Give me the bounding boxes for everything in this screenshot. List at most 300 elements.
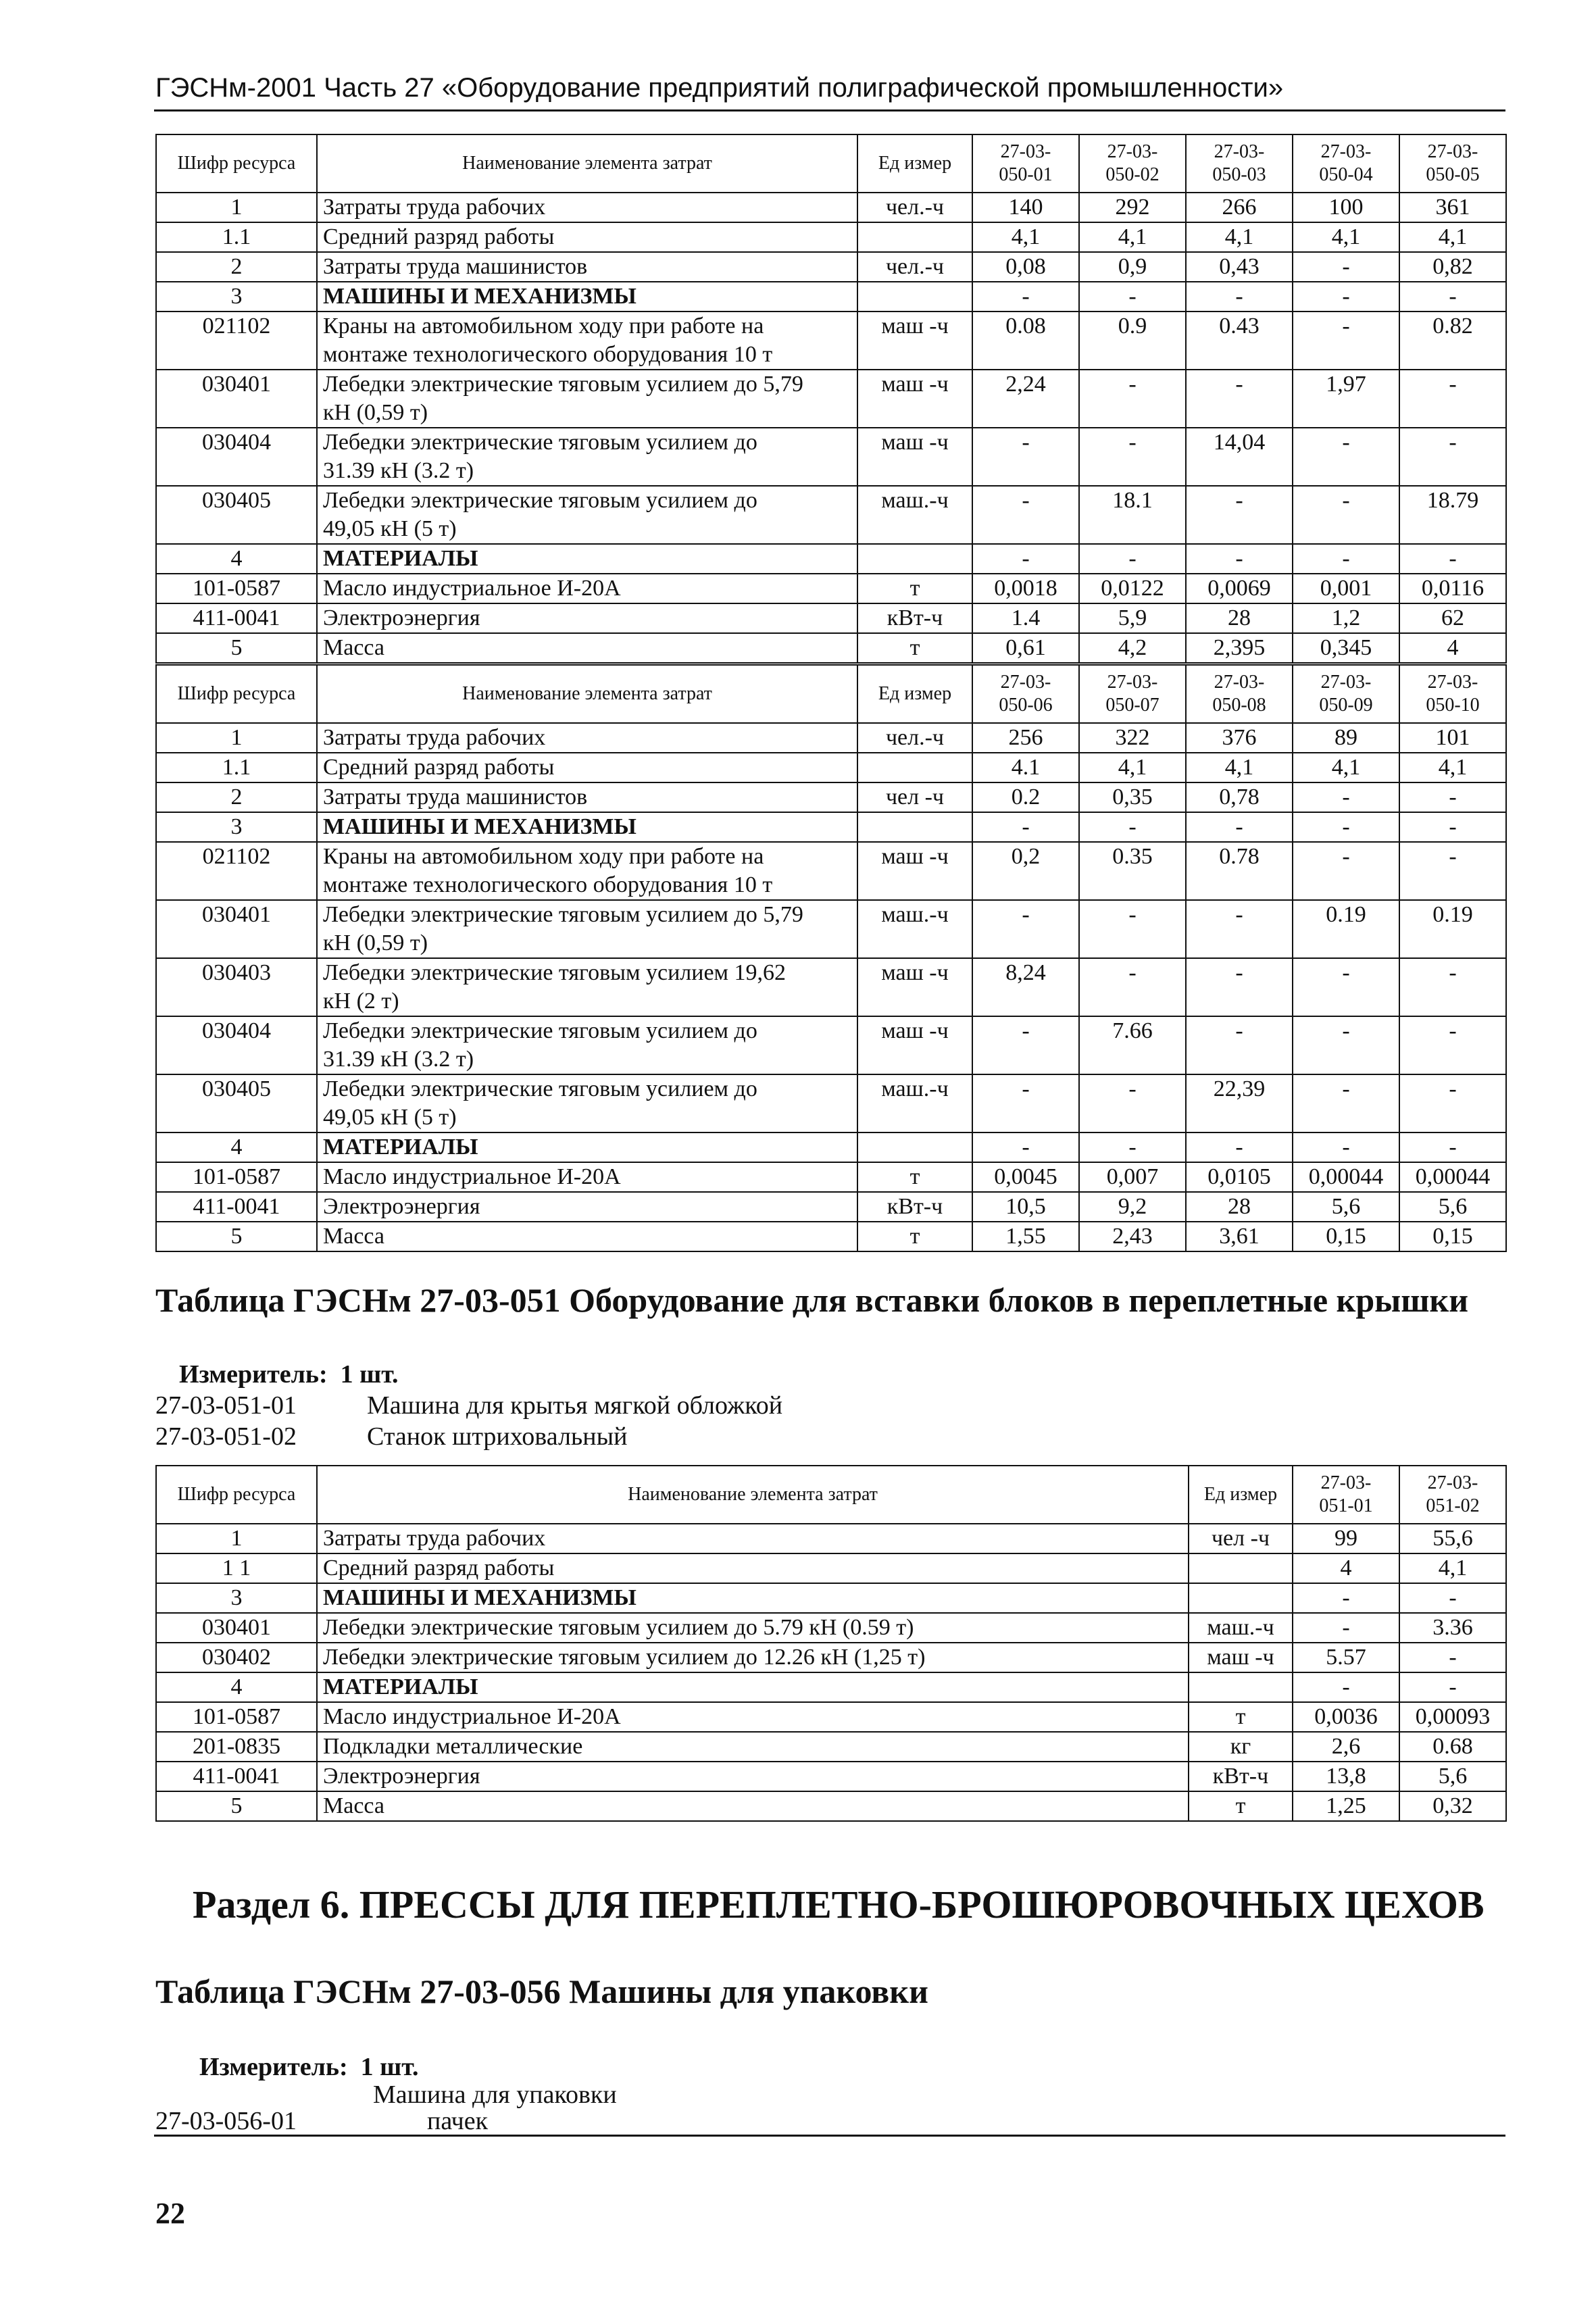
table-row <box>156 842 1506 900</box>
cell-value: - <box>1293 544 1399 574</box>
cell-code: 030402 <box>156 1643 317 1672</box>
cell-value: 0.9 <box>1079 312 1186 370</box>
table-row <box>156 633 1506 663</box>
header-norm-code-line: 27-03- <box>1107 141 1158 162</box>
table-header-row <box>156 134 1506 193</box>
header-norm-code-line: 050-04 <box>1319 164 1373 185</box>
cell-value: 7.66 <box>1079 1016 1186 1074</box>
table-row <box>156 1524 1506 1553</box>
cell-unit: маш -ч <box>857 312 972 370</box>
cell-name-line: Средний разряд работы <box>323 224 555 249</box>
cell-name-line: 31.39 кН (3.2 т) <box>323 1047 474 1072</box>
cell-name-line: кН (2 т) <box>323 989 399 1014</box>
cell-unit <box>1189 1583 1293 1613</box>
cell-name-line: Лебедки электрические тяговым усилием до 5.79 кН (0.59 т) <box>323 1615 914 1640</box>
table-row <box>156 222 1506 252</box>
cell-value: 0,0045 <box>972 1162 1079 1192</box>
cell-name <box>317 1702 1189 1732</box>
header-norm-code <box>1293 1466 1399 1524</box>
header-norm-code <box>1293 134 1399 193</box>
cell-name-line: Лебедки электрические тяговым усилием до <box>323 1018 757 1043</box>
table-row <box>156 1762 1506 1791</box>
cell-value: 0,001 <box>1293 574 1399 603</box>
item-code: 27-03-051-02 <box>155 1422 297 1451</box>
cell-name-line: Электроэнергия <box>323 1764 480 1789</box>
header-norm-code <box>1186 665 1293 723</box>
cell-name <box>317 603 857 633</box>
header-norm-code-line: 050-05 <box>1426 164 1480 185</box>
header-norm-code-line: 27-03- <box>1427 672 1478 693</box>
cell-name <box>317 282 857 312</box>
cell-code: 101-0587 <box>156 1702 317 1732</box>
cell-value: - <box>1293 282 1399 312</box>
item-name: Машина для крытья мягкой обложкой <box>367 1391 783 1420</box>
header-code: Шифр ресурса <box>156 1466 317 1524</box>
cell-name <box>317 1222 857 1251</box>
cell-value: 3.36 <box>1399 1613 1506 1643</box>
cell-unit: маш -ч <box>857 1016 972 1074</box>
cell-name-line: Масса <box>323 1224 385 1249</box>
cell-name <box>317 633 857 663</box>
header-norm-code-line: 050-07 <box>1105 695 1159 716</box>
cell-value: - <box>972 1132 1079 1162</box>
cell-name-line: кН (0,59 т) <box>323 930 428 955</box>
cell-name-line: Средний разряд работы <box>323 755 555 780</box>
cell-value: 99 <box>1293 1524 1399 1553</box>
cell-value: - <box>1293 428 1399 486</box>
table-row <box>156 812 1506 842</box>
measure-value: 1 шт. <box>360 2053 419 2081</box>
cell-unit: чел.-ч <box>857 193 972 222</box>
measure-label: Измеритель: <box>199 2053 348 2081</box>
cell-value: - <box>1079 900 1186 958</box>
measure-label: Измеритель: <box>179 1360 328 1389</box>
cell-unit: маш.-ч <box>857 1074 972 1132</box>
cell-value: 0,00044 <box>1293 1162 1399 1192</box>
header-norm-code-line: 27-03- <box>1320 1472 1372 1493</box>
item-name: Станок штриховальный <box>367 1422 628 1451</box>
cell-value: 0,345 <box>1293 633 1399 663</box>
cell-value: 4.1 <box>972 753 1079 782</box>
cell-value: - <box>1399 1016 1506 1074</box>
header-rule <box>154 109 1505 111</box>
header-norm-code-line: 050-03 <box>1212 164 1266 185</box>
table-row <box>156 603 1506 633</box>
cell-value: 0,15 <box>1399 1222 1506 1251</box>
header-unit: Ед измер <box>857 665 972 723</box>
header-norm-code <box>1399 1466 1506 1524</box>
item-code: 27-03-056-01 <box>155 2107 297 2135</box>
header-norm-code <box>1399 134 1506 193</box>
cell-code: 1 <box>156 723 317 753</box>
cell-value: - <box>1399 1074 1506 1132</box>
cell-name-line: Лебедки электрические тяговым усилием до 5,79 <box>323 902 803 927</box>
cell-value: 1.4 <box>972 603 1079 633</box>
cell-code: 5 <box>156 1222 317 1251</box>
cell-unit <box>857 544 972 574</box>
cell-name <box>317 1791 1189 1821</box>
table-row <box>156 574 1506 603</box>
cell-unit: маш.-ч <box>857 900 972 958</box>
cell-value: - <box>1186 370 1293 428</box>
cell-unit: т <box>857 1162 972 1192</box>
table-row <box>156 252 1506 282</box>
cell-unit <box>1189 1672 1293 1702</box>
cell-name-line: кН (0,59 т) <box>323 400 428 425</box>
cell-name <box>317 753 857 782</box>
cell-unit <box>857 282 972 312</box>
cell-name-line: МАШИНЫ И МЕХАНИЗМЫ <box>323 814 637 839</box>
cell-value: - <box>1079 812 1186 842</box>
cell-value: 2,43 <box>1079 1222 1186 1251</box>
cell-value: 22,39 <box>1186 1074 1293 1132</box>
cell-value: 0,78 <box>1186 782 1293 812</box>
cell-value: 0,00093 <box>1399 1702 1506 1732</box>
cell-value: - <box>1079 370 1186 428</box>
cell-value: 0.19 <box>1399 900 1506 958</box>
table-row <box>156 428 1506 486</box>
table-row <box>156 1613 1506 1643</box>
cell-value: 0.43 <box>1186 312 1293 370</box>
cell-value: - <box>1293 842 1399 900</box>
cell-value: - <box>1399 1672 1506 1702</box>
cell-value: - <box>972 812 1079 842</box>
cell-name-line: МАТЕРИАЛЫ <box>323 1135 478 1160</box>
cell-name <box>317 1132 857 1162</box>
header-norm-code-line: 050-09 <box>1319 695 1373 716</box>
table-row <box>156 193 1506 222</box>
header-norm-code-line: 050-08 <box>1212 695 1266 716</box>
cell-value: - <box>1399 282 1506 312</box>
cell-name <box>317 1643 1189 1672</box>
cell-name-line: Масло индустриальное И-20А <box>323 1704 621 1729</box>
cell-value: 4 <box>1293 1553 1399 1583</box>
cell-unit: маш -ч <box>1189 1643 1293 1672</box>
cell-value: - <box>1079 1132 1186 1162</box>
cell-unit: т <box>857 574 972 603</box>
item-name: пачек <box>427 2107 489 2135</box>
cell-name-line: Лебедки электрические тяговым усилием до <box>323 1076 757 1101</box>
cell-value: 4,1 <box>1186 222 1293 252</box>
cell-code: 030404 <box>156 1016 317 1074</box>
cell-value: 4,1 <box>1079 222 1186 252</box>
cell-value: - <box>1186 544 1293 574</box>
table-row <box>156 1732 1506 1762</box>
cell-name-line: Затраты труда рабочих <box>323 1526 546 1551</box>
cell-name <box>317 222 857 252</box>
cell-code: 2 <box>156 252 317 282</box>
cell-value: 4,2 <box>1079 633 1186 663</box>
header-norm-code-line: 27-03- <box>1107 672 1158 693</box>
cell-value: 10,5 <box>972 1192 1079 1222</box>
cell-name-line: 49,05 кН (5 т) <box>323 1105 457 1130</box>
cell-code: 030403 <box>156 958 317 1016</box>
cell-name-line: Электроэнергия <box>323 605 480 630</box>
cell-value: - <box>1079 428 1186 486</box>
cell-unit: маш -ч <box>857 842 972 900</box>
header-norm-code <box>1186 134 1293 193</box>
cell-value: - <box>1186 900 1293 958</box>
cell-unit: маш -ч <box>857 958 972 1016</box>
cell-value: - <box>972 1016 1079 1074</box>
cell-value: 0.68 <box>1399 1732 1506 1762</box>
cell-unit: кг <box>1189 1732 1293 1762</box>
cell-value: 0,0069 <box>1186 574 1293 603</box>
header-code: Шифр ресурса <box>156 134 317 193</box>
cell-name-line: Масса <box>323 635 385 660</box>
cell-code: 3 <box>156 812 317 842</box>
header-norm-code-line: 27-03- <box>1320 141 1372 162</box>
cell-unit: кВт-ч <box>1189 1762 1293 1791</box>
table-056-title: Таблица ГЭСНм 27-03-056 Машины для упаковки <box>155 1972 928 2010</box>
cell-name-line: МАТЕРИАЛЫ <box>323 1674 478 1699</box>
cell-value: - <box>1399 544 1506 574</box>
cell-code: 5 <box>156 1791 317 1821</box>
header-norm-code-line: 050-01 <box>999 164 1053 185</box>
table-row <box>156 723 1506 753</box>
cell-value: 0,08 <box>972 252 1079 282</box>
cell-name <box>317 428 857 486</box>
cell-value: 4,1 <box>1293 753 1399 782</box>
cell-value: 4,1 <box>1079 753 1186 782</box>
cell-value: 0,0105 <box>1186 1162 1293 1192</box>
cell-code: 4 <box>156 1672 317 1702</box>
cell-code: 201-0835 <box>156 1732 317 1762</box>
header-norm-code-line: 27-03- <box>1000 141 1051 162</box>
cell-unit <box>857 222 972 252</box>
cell-value: - <box>1186 282 1293 312</box>
cell-code: 1 <box>156 193 317 222</box>
header-norm-code-line: 27-03- <box>1427 141 1478 162</box>
cell-value: 5,6 <box>1293 1192 1399 1222</box>
cell-value: - <box>1399 370 1506 428</box>
cell-value: 28 <box>1186 1192 1293 1222</box>
cell-value: - <box>1399 1583 1506 1613</box>
cell-value: 2,24 <box>972 370 1079 428</box>
cell-value: 4 <box>1399 633 1506 663</box>
cell-value: 0,32 <box>1399 1791 1506 1821</box>
cell-value: 0,0116 <box>1399 574 1506 603</box>
cell-code: 411-0041 <box>156 603 317 633</box>
cell-value: - <box>1293 1132 1399 1162</box>
cell-name-line: МАТЕРИАЛЫ <box>323 546 478 571</box>
cell-value: - <box>1293 1074 1399 1132</box>
cell-value: - <box>972 428 1079 486</box>
cell-value: - <box>1293 486 1399 544</box>
cell-value: - <box>972 486 1079 544</box>
cell-value: 0,00044 <box>1399 1162 1506 1192</box>
cell-value: 8,24 <box>972 958 1079 1016</box>
cell-value: - <box>972 1074 1079 1132</box>
cell-value: 5,9 <box>1079 603 1186 633</box>
cell-value: 0,0036 <box>1293 1702 1399 1732</box>
cell-unit <box>857 753 972 782</box>
cell-name <box>317 1162 857 1192</box>
cell-name-line: Лебедки электрические тяговым усилием до 12.26 кН (1,25 т) <box>323 1645 926 1670</box>
cell-value: 0,82 <box>1399 252 1506 282</box>
header-unit: Ед измер <box>1189 1466 1293 1524</box>
table-row <box>156 544 1506 574</box>
cell-code: 030401 <box>156 900 317 958</box>
cell-value: - <box>972 282 1079 312</box>
cell-name-line: 31.39 кН (3.2 т) <box>323 458 474 483</box>
cell-code: 3 <box>156 282 317 312</box>
cell-value: 0,007 <box>1079 1162 1186 1192</box>
cell-name-line: 49,05 кН (5 т) <box>323 516 457 541</box>
cell-value: - <box>1293 252 1399 282</box>
cell-name <box>317 486 857 544</box>
cell-name-line: Краны на автомобильном ходу при работе на <box>323 314 764 339</box>
cell-value: 4,1 <box>1399 753 1506 782</box>
cell-unit: кВт-ч <box>857 603 972 633</box>
cell-name-line: Затраты труда рабочих <box>323 195 546 220</box>
cell-value: - <box>1399 782 1506 812</box>
cell-value: - <box>1399 428 1506 486</box>
cell-value: - <box>1186 486 1293 544</box>
cell-value: - <box>1293 782 1399 812</box>
cell-value: 62 <box>1399 603 1506 633</box>
cell-code: 021102 <box>156 842 317 900</box>
cell-value: 0,15 <box>1293 1222 1399 1251</box>
cell-name <box>317 1016 857 1074</box>
measure-line <box>199 2052 419 2082</box>
cell-value: - <box>1293 312 1399 370</box>
cell-value: - <box>1186 1016 1293 1074</box>
cell-name <box>317 723 857 753</box>
cell-code: 101-0587 <box>156 1162 317 1192</box>
cell-value: 0.78 <box>1186 842 1293 900</box>
cell-code: 030401 <box>156 1613 317 1643</box>
cell-name-line: Затраты труда машинистов <box>323 785 588 810</box>
cell-value: 0,61 <box>972 633 1079 663</box>
cell-name-line: Затраты труда машинистов <box>323 254 588 279</box>
cell-code: 030404 <box>156 428 317 486</box>
cell-value: 101 <box>1399 723 1506 753</box>
resource-table-051 <box>155 1465 1507 1822</box>
table-row <box>156 1702 1506 1732</box>
resource-table-050-06-10 <box>155 664 1507 1252</box>
header-norm-code <box>972 134 1079 193</box>
cell-value: 0,0018 <box>972 574 1079 603</box>
table-row <box>156 753 1506 782</box>
cell-value: 140 <box>972 193 1079 222</box>
cell-code: 030405 <box>156 1074 317 1132</box>
cell-name <box>317 782 857 812</box>
cell-value: 0,43 <box>1186 252 1293 282</box>
cell-value: - <box>1399 1643 1506 1672</box>
cell-name-line: Затраты труда рабочих <box>323 725 546 750</box>
table-row <box>156 782 1506 812</box>
cell-value: 0,9 <box>1079 252 1186 282</box>
cell-value: - <box>1293 1583 1399 1613</box>
header-unit: Ед измер <box>857 134 972 193</box>
table-row <box>156 282 1506 312</box>
header-norm-code-line: 27-03- <box>1214 141 1265 162</box>
cell-value: - <box>1186 958 1293 1016</box>
cell-value: - <box>1186 812 1293 842</box>
table-row <box>156 1162 1506 1192</box>
cell-code: 411-0041 <box>156 1192 317 1222</box>
cell-value: 5,6 <box>1399 1192 1506 1222</box>
cell-code: 1 1 <box>156 1553 317 1583</box>
cell-name <box>317 1613 1189 1643</box>
cell-unit: чел -ч <box>1189 1524 1293 1553</box>
cell-name-line: Лебедки электрические тяговым усилием до 5,79 <box>323 372 803 397</box>
header-norm-code-line: 051-01 <box>1319 1495 1373 1516</box>
cell-value: 4,1 <box>1293 222 1399 252</box>
cell-value: 18.79 <box>1399 486 1506 544</box>
header-norm-code-line: 27-03- <box>1000 672 1051 693</box>
header-name: Наименование элемента затрат <box>317 1466 1189 1524</box>
cell-value: 9,2 <box>1079 1192 1186 1222</box>
cell-value: - <box>972 544 1079 574</box>
cell-code: 3 <box>156 1583 317 1613</box>
table-row <box>156 486 1506 544</box>
cell-value: 1,2 <box>1293 603 1399 633</box>
cell-name <box>317 1192 857 1222</box>
cell-code: 5 <box>156 633 317 663</box>
cell-unit: маш -ч <box>857 428 972 486</box>
header-norm-code <box>1293 665 1399 723</box>
cell-value: 1,25 <box>1293 1791 1399 1821</box>
cell-name-line: Краны на автомобильном ходу при работе на <box>323 844 764 869</box>
cell-name-line: Лебедки электрические тяговым усилием до <box>323 430 757 455</box>
cell-value: 4,1 <box>972 222 1079 252</box>
cell-value: 292 <box>1079 193 1186 222</box>
cell-code: 1.1 <box>156 222 317 252</box>
cell-name-line: МАШИНЫ И МЕХАНИЗМЫ <box>323 1585 637 1610</box>
cell-value: 4,1 <box>1399 222 1506 252</box>
cell-value: 322 <box>1079 723 1186 753</box>
cell-value: 1,55 <box>972 1222 1079 1251</box>
table-051-title: Таблица ГЭСНм 27-03-051 Оборудование для вставки блоков в переплетные крышки <box>155 1281 1469 1319</box>
table-row <box>156 1192 1506 1222</box>
cell-unit: маш -ч <box>857 370 972 428</box>
cell-value: 5,6 <box>1399 1762 1506 1791</box>
cell-value: 0.08 <box>972 312 1079 370</box>
cell-unit: чел.-ч <box>857 723 972 753</box>
cell-name <box>317 1524 1189 1553</box>
measure-line <box>179 1360 399 1389</box>
table-row <box>156 1672 1506 1702</box>
cell-value: 0.19 <box>1293 900 1399 958</box>
header-norm-code <box>972 665 1079 723</box>
cell-value: 266 <box>1186 193 1293 222</box>
table-row <box>156 1643 1506 1672</box>
cell-unit: кВт-ч <box>857 1192 972 1222</box>
table-row <box>156 1132 1506 1162</box>
cell-value: 13,8 <box>1293 1762 1399 1791</box>
cell-value: 0.2 <box>972 782 1079 812</box>
cell-code: 1 <box>156 1524 317 1553</box>
cell-name-line: Масло индустриальное И-20А <box>323 1164 621 1189</box>
cell-name <box>317 958 857 1016</box>
cell-code: 1.1 <box>156 753 317 782</box>
cell-value: - <box>1079 1074 1186 1132</box>
header-norm-code <box>1079 134 1186 193</box>
cell-unit: чел -ч <box>857 782 972 812</box>
header-norm-code-line: 050-02 <box>1105 164 1159 185</box>
cell-name <box>317 370 857 428</box>
cell-unit <box>1189 1553 1293 1583</box>
cell-value: 0,35 <box>1079 782 1186 812</box>
cell-value: - <box>1293 1016 1399 1074</box>
header-name: Наименование элемента затрат <box>317 665 857 723</box>
cell-code: 101-0587 <box>156 574 317 603</box>
cell-name <box>317 1762 1189 1791</box>
header-code: Шифр ресурса <box>156 665 317 723</box>
cell-unit: т <box>1189 1702 1293 1732</box>
